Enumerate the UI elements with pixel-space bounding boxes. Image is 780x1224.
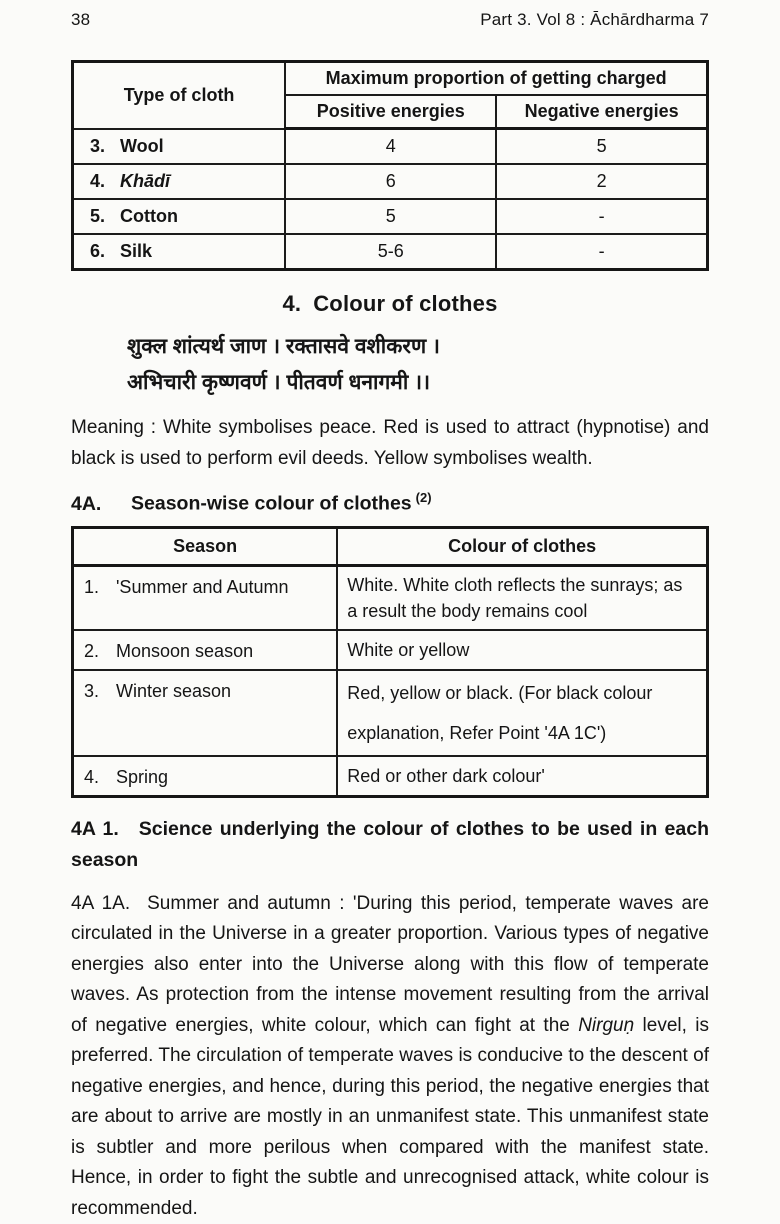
row-number: 4. bbox=[84, 764, 116, 790]
table-row bbox=[73, 164, 708, 199]
season-table-header-row bbox=[73, 527, 708, 565]
cloth-table-header-row bbox=[73, 62, 708, 96]
season-cell bbox=[73, 670, 338, 756]
row-number: 5. bbox=[90, 206, 120, 227]
season-name: Winter season bbox=[116, 681, 231, 701]
positive-value: 6 bbox=[285, 164, 496, 199]
shloka-line: अभिचारी कृष्णवर्ण । पीतवर्ण धनागमी ।। bbox=[127, 365, 709, 401]
cloth-name-cell bbox=[73, 199, 286, 234]
table-row bbox=[73, 630, 708, 670]
cloth-name: Silk bbox=[120, 241, 152, 261]
reference-superscript: (2) bbox=[416, 490, 432, 505]
row-number: 3. bbox=[90, 136, 120, 157]
cloth-name: Cotton bbox=[120, 206, 178, 226]
cloth-charge-table bbox=[71, 60, 709, 271]
section-heading-science-underlying bbox=[71, 814, 709, 876]
row-number: 1. bbox=[84, 574, 116, 600]
cloth-table-col1-header: Type of cloth bbox=[73, 62, 286, 129]
section-heading-season-wise bbox=[71, 490, 709, 516]
colour-cell: Red, yellow or black. (For black colour explanation, Refer Point '4A 1C') bbox=[337, 670, 707, 756]
shloka-line: शुक्ल शांत्यर्थ जाण । रक्तासवे वशीकरण । bbox=[127, 329, 709, 365]
cloth-table-group-header: Maximum proportion of getting charged bbox=[285, 62, 707, 96]
season-colour-table bbox=[71, 526, 709, 798]
colour-header: Colour of clothes bbox=[337, 527, 707, 565]
section-number: 4A. bbox=[71, 493, 131, 516]
cloth-name-cell bbox=[73, 234, 286, 270]
positive-value: 4 bbox=[285, 129, 496, 165]
table-row bbox=[73, 234, 708, 270]
page-number: 38 bbox=[71, 10, 90, 30]
season-name: Monsoon season bbox=[116, 641, 253, 661]
row-number: 2. bbox=[84, 638, 116, 664]
table-row bbox=[73, 756, 708, 797]
season-name: 'Summer and Autumn bbox=[116, 577, 289, 597]
section-title: Colour of clothes bbox=[313, 291, 497, 316]
season-cell bbox=[73, 630, 338, 670]
negative-value: 5 bbox=[496, 129, 707, 165]
colour-cell: White. White cloth reflects the sunrays; as a result the body remains cool bbox=[337, 565, 707, 630]
section-number: 4A 1. bbox=[71, 818, 119, 840]
section-title: Season-wise colour of clothes bbox=[131, 493, 412, 515]
paragraph-text-part1: Summer and autumn : 'During this period, temperate waves are circulated in the Universe in a greater proportion. Various types of negative energies also enter into the Universe along with this flow of temperate waves. As protection from the intense movement resulting from the arrival of negative energies, white colour, which can fight at the bbox=[71, 893, 709, 1036]
row-number: 3. bbox=[84, 678, 116, 704]
summer-autumn-paragraph bbox=[71, 889, 709, 1224]
section-title: Science underlying the colour of clothes to be used in each season bbox=[71, 818, 709, 871]
colour-cell: Red or other dark colour' bbox=[337, 756, 707, 797]
positive-value: 5-6 bbox=[285, 234, 496, 270]
page-header-title: Part 3. Vol 8 : Āchārdharma 7 bbox=[480, 10, 709, 30]
season-cell bbox=[73, 565, 338, 630]
colour-cell: White or yellow bbox=[337, 630, 707, 670]
negative-value: 2 bbox=[496, 164, 707, 199]
row-number: 4. bbox=[90, 171, 120, 192]
season-cell bbox=[73, 756, 338, 797]
season-name: Spring bbox=[116, 767, 168, 787]
cloth-table-negative-header: Negative energies bbox=[496, 95, 707, 129]
positive-value: 5 bbox=[285, 199, 496, 234]
paragraph-text-part2: level, is preferred. The circulation of temperate waves is conducive to the descent of negative energies, and hence, during this period, the negative energies that are about to arrive are mostly in an unmanifest state. This unmanifest state is subtler and more perilous when compared with the manifest state. Hence, in order to fight the subtle and unrecognised attack, white colour is recommended. bbox=[71, 1015, 709, 1219]
table-row bbox=[73, 670, 708, 756]
table-row bbox=[73, 129, 708, 165]
section-number: 4. bbox=[282, 291, 301, 316]
cloth-name-cell bbox=[73, 164, 286, 199]
row-number: 6. bbox=[90, 241, 120, 262]
paragraph-number: 4A 1A. bbox=[71, 893, 130, 914]
meaning-paragraph: Meaning : White symbolises peace. Red is used to attract (hypnotise) and black is used to perform evil deeds. Yellow symbolises wealth. bbox=[71, 413, 709, 474]
negative-value: - bbox=[496, 199, 707, 234]
negative-value: - bbox=[496, 234, 707, 270]
cloth-name-cell bbox=[73, 129, 286, 165]
page-running-header bbox=[71, 10, 709, 30]
table-row bbox=[73, 199, 708, 234]
italic-term: Nirguṇ bbox=[578, 1015, 634, 1036]
season-header: Season bbox=[73, 527, 338, 565]
cloth-name: Wool bbox=[120, 136, 164, 156]
cloth-table-positive-header: Positive energies bbox=[285, 95, 496, 129]
cloth-name: Khādī bbox=[120, 171, 170, 191]
table-row bbox=[73, 565, 708, 630]
sanskrit-shloka bbox=[127, 329, 709, 401]
section-heading-colour-of-clothes bbox=[71, 291, 709, 317]
